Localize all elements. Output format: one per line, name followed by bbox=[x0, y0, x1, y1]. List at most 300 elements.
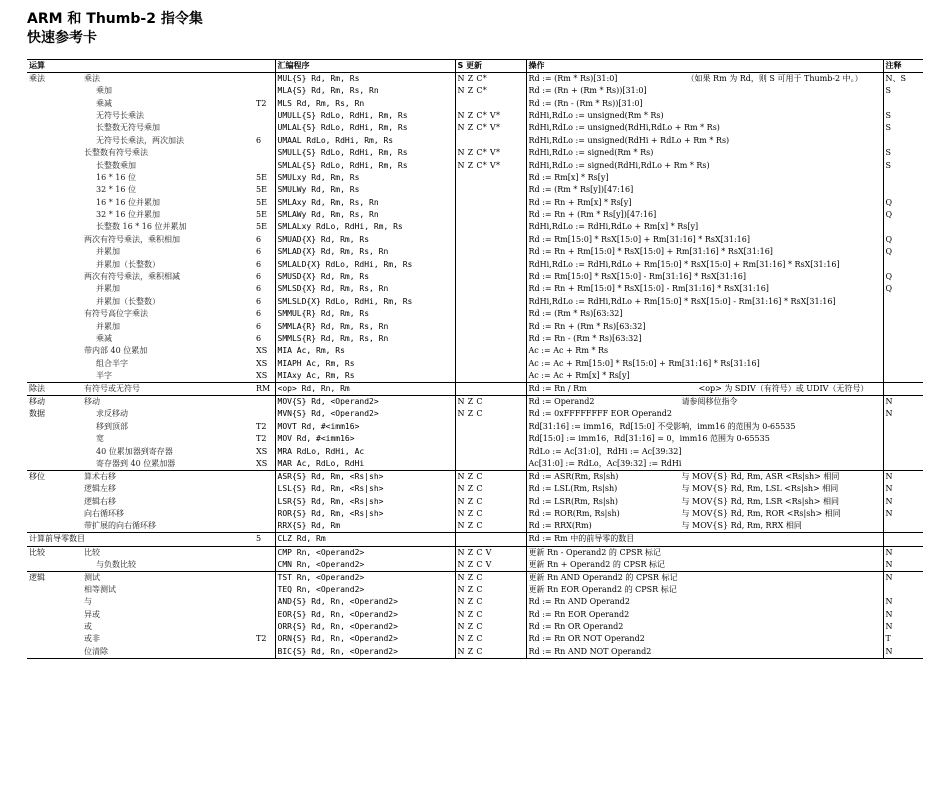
flags-cell: N Z C* bbox=[455, 85, 526, 97]
assembler-cell: SMULxy Rd, Rm, Rs bbox=[275, 172, 455, 184]
action-note: 与 MOV{S} Rd, Rm, ASR <Rs|sh> 相同 bbox=[681, 472, 840, 482]
flags-cell bbox=[455, 209, 526, 221]
operation-cell: 并累加 bbox=[96, 321, 120, 331]
flags-cell bbox=[455, 184, 526, 196]
category-cell bbox=[27, 609, 82, 621]
table-row bbox=[27, 508, 923, 520]
action-cell bbox=[526, 221, 883, 233]
action-cell bbox=[526, 446, 883, 458]
action-note: （如果 Rm 为 Rd，则 S 可用于 Thumb-2 中。） bbox=[686, 74, 863, 84]
version-cell: 5E bbox=[254, 209, 275, 221]
table-row bbox=[27, 333, 923, 345]
operation-cell: 移动 bbox=[82, 396, 254, 409]
category-cell bbox=[27, 197, 82, 209]
action-cell bbox=[526, 333, 883, 345]
flags-cell bbox=[455, 135, 526, 147]
assembler-cell: SMLSD{X} Rd, Rm, Rs, Rn bbox=[275, 283, 455, 295]
version-cell: 5 bbox=[254, 533, 275, 546]
operation-cell: 求反移动 bbox=[96, 409, 128, 419]
table-row bbox=[27, 160, 923, 172]
table-row bbox=[27, 496, 923, 508]
flags-cell bbox=[455, 271, 526, 283]
notes-cell: N bbox=[885, 559, 893, 569]
table-row bbox=[27, 321, 923, 333]
version-cell: 6 bbox=[254, 283, 275, 295]
operation-cell: 并累加 bbox=[96, 247, 120, 257]
flags-cell bbox=[455, 197, 526, 209]
assembler-cell: <op> Rd, Rn, Rm bbox=[275, 383, 455, 396]
action-cell bbox=[526, 571, 883, 584]
action-text: 更新 Rn - Operand2 的 CPSR 标记 bbox=[528, 547, 662, 557]
version-cell: XS bbox=[254, 345, 275, 357]
assembler-cell: SMULWy Rd, Rm, Rs bbox=[275, 184, 455, 196]
notes-cell bbox=[883, 333, 923, 345]
version-cell bbox=[254, 110, 275, 122]
category-cell: 移动 bbox=[27, 396, 82, 409]
header-action: 操作 bbox=[526, 60, 883, 73]
operation-cell: 乘减 bbox=[96, 98, 112, 108]
action-text: Rd := 0xFFFFFFFF EOR Operand2 bbox=[528, 409, 673, 419]
action-cell bbox=[526, 520, 883, 533]
category-cell: 计算前导零数目 bbox=[27, 533, 254, 546]
action-text: Rd := Rn OR NOT Operand2 bbox=[528, 634, 645, 644]
table-row bbox=[27, 135, 923, 147]
assembler-cell: CLZ Rd, Rm bbox=[275, 533, 455, 546]
flags-cell bbox=[455, 458, 526, 471]
operation-cell: 带扩展的向右循环移 bbox=[84, 521, 156, 531]
action-text: Rd := (Rn - (Rm * Rs))[31:0] bbox=[528, 98, 643, 108]
notes-cell bbox=[883, 533, 923, 546]
assembler-cell: MRA RdLo, RdHi, Ac bbox=[275, 446, 455, 458]
action-text: Rd := (Rm * Rs[y])[47:16] bbox=[528, 185, 634, 195]
notes-cell bbox=[883, 520, 923, 533]
notes-cell: N bbox=[885, 508, 893, 518]
table-row bbox=[27, 147, 923, 159]
category-cell bbox=[27, 160, 82, 172]
operation-cell: 与 bbox=[84, 597, 92, 607]
assembler-cell: SMULL{S} RdLo, RdHi, Rm, Rs bbox=[275, 147, 455, 159]
table-row bbox=[27, 584, 923, 596]
action-cell bbox=[526, 596, 883, 608]
notes-cell bbox=[883, 421, 923, 433]
flags-cell bbox=[455, 333, 526, 345]
version-cell bbox=[254, 160, 275, 172]
action-text: RdHi,RdLo := unsigned(Rm * Rs) bbox=[528, 110, 664, 120]
table-body bbox=[27, 73, 923, 659]
notes-cell: N bbox=[883, 571, 923, 584]
assembler-cell: SMLALxy RdLo, RdHi, Rm, Rs bbox=[275, 221, 455, 233]
flags-cell bbox=[455, 98, 526, 110]
action-note: 请参阅移位指令 bbox=[681, 397, 738, 407]
action-note: 与 MOV{S} Rd, Rm, RRX 相同 bbox=[681, 521, 802, 531]
action-text: RdHi,RdLo := RdHi,RdLo + Rm[x] * Rs[y] bbox=[528, 222, 699, 232]
action-cell bbox=[526, 633, 883, 645]
version-cell: 6 bbox=[254, 333, 275, 345]
assembler-cell: BIC{S} Rd, Rn, <Operand2> bbox=[275, 646, 455, 659]
flags-cell bbox=[455, 283, 526, 295]
notes-cell: N bbox=[885, 622, 893, 632]
version-cell: T2 bbox=[254, 421, 275, 433]
notes-cell bbox=[883, 221, 923, 233]
action-cell bbox=[526, 396, 883, 409]
operation-cell: 乘加 bbox=[96, 86, 112, 96]
assembler-cell: MIAxy Ac, Rm, Rs bbox=[275, 370, 455, 383]
version-cell: 5E bbox=[254, 197, 275, 209]
action-cell bbox=[526, 234, 883, 246]
flags-cell: N Z C* bbox=[455, 73, 526, 86]
header-notes: 注释 bbox=[883, 60, 923, 73]
category-cell bbox=[27, 98, 82, 110]
assembler-cell: SMMLA{R} Rd, Rm, Rs, Rn bbox=[275, 321, 455, 333]
action-cell bbox=[526, 458, 883, 471]
assembler-cell: SMLAD{X} Rd, Rm, Rs, Rn bbox=[275, 246, 455, 258]
action-cell bbox=[526, 496, 883, 508]
operation-cell: 长整数乘加 bbox=[96, 160, 136, 170]
action-text: Rd := (Rn + (Rm * Rs))[31:0] bbox=[528, 86, 647, 96]
operation-cell: 16 * 16 位并累加 bbox=[96, 197, 160, 207]
table-row bbox=[27, 209, 923, 221]
action-cell bbox=[526, 345, 883, 357]
category-cell: 乘法 bbox=[27, 73, 82, 86]
version-cell: 6 bbox=[254, 259, 275, 271]
operation-cell: 半字 bbox=[96, 371, 112, 381]
notes-cell: Q bbox=[885, 234, 893, 244]
version-cell bbox=[254, 496, 275, 508]
version-cell: 6 bbox=[254, 308, 275, 320]
category-cell bbox=[27, 370, 82, 383]
category-cell: 比较 bbox=[27, 546, 82, 559]
notes-cell: N bbox=[885, 409, 893, 419]
version-cell bbox=[254, 483, 275, 495]
operation-cell: 40 位累加器到寄存器 bbox=[96, 446, 173, 456]
assembler-cell: SMLAWy Rd, Rm, Rs, Rn bbox=[275, 209, 455, 221]
table-row bbox=[27, 408, 923, 420]
flags-cell: N Z C bbox=[455, 584, 526, 596]
version-cell: T2 bbox=[254, 633, 275, 645]
action-cell bbox=[526, 621, 883, 633]
action-text: RdHi,RdLo := unsigned(RdHi + RdLo + Rm * Rs) bbox=[528, 135, 730, 145]
assembler-cell: AND{S} Rd, Rn, <Operand2> bbox=[275, 596, 455, 608]
action-text: Rd := Rn - (Rm * Rs)[63:32] bbox=[528, 334, 642, 343]
action-cell bbox=[526, 433, 883, 445]
action-text: Rd := Rn EOR Operand2 bbox=[528, 609, 630, 619]
flags-cell bbox=[455, 358, 526, 370]
action-cell bbox=[526, 559, 883, 572]
action-cell bbox=[526, 546, 883, 559]
operation-cell: 无符号长乘法，两次加法 bbox=[96, 135, 184, 145]
assembler-cell: MIAPH Ac, Rm, Rs bbox=[275, 358, 455, 370]
assembler-cell: SMUSD{X} Rd, Rm, Rs bbox=[275, 271, 455, 283]
notes-cell bbox=[883, 308, 923, 320]
version-cell: 5E bbox=[254, 184, 275, 196]
notes-cell bbox=[883, 296, 923, 308]
flags-cell: N Z C bbox=[455, 520, 526, 533]
flags-cell: N Z C* V* bbox=[455, 122, 526, 134]
table-row bbox=[27, 197, 923, 209]
category-cell bbox=[27, 646, 82, 659]
version-cell: 6 bbox=[254, 135, 275, 147]
action-cell bbox=[526, 646, 883, 659]
version-cell bbox=[254, 85, 275, 97]
category-cell bbox=[27, 345, 82, 357]
action-cell bbox=[526, 308, 883, 320]
action-text: Rd := Rm 中的前导零的数目 bbox=[528, 534, 635, 544]
table-header-row bbox=[27, 60, 923, 73]
table-row bbox=[27, 259, 923, 271]
action-note: 与 MOV{S} Rd, Rm, LSL <Rs|sh> 相同 bbox=[681, 484, 839, 494]
assembler-cell: SMLAL{S} RdLo, RdHi, Rm, Rs bbox=[275, 160, 455, 172]
notes-cell bbox=[883, 458, 923, 471]
flags-cell: N Z C bbox=[455, 396, 526, 409]
assembler-cell: MOV Rd, #<imm16> bbox=[275, 433, 455, 445]
header-assembler: 汇编程序 bbox=[275, 60, 455, 73]
version-cell: T2 bbox=[254, 433, 275, 445]
flags-cell bbox=[455, 370, 526, 383]
operation-cell: 乘法 bbox=[82, 73, 254, 86]
flags-cell: N Z C bbox=[455, 621, 526, 633]
category-cell bbox=[27, 520, 82, 533]
flags-cell bbox=[455, 383, 526, 396]
flags-cell: N Z C bbox=[455, 646, 526, 659]
action-text: Rd := Rn + Rm[x] * Rs[y] bbox=[528, 197, 632, 207]
assembler-cell: SMMLS{R} Rd, Rm, Rs, Rn bbox=[275, 333, 455, 345]
action-cell bbox=[526, 321, 883, 333]
action-text: 更新 Rn + Operand2 的 CPSR 标记 bbox=[528, 559, 666, 569]
assembler-cell: UMLAL{S} RdLo, RdHi, Rm, Rs bbox=[275, 122, 455, 134]
category-cell bbox=[27, 321, 82, 333]
category-cell: 移位 bbox=[27, 471, 82, 484]
flags-cell: N Z C bbox=[455, 571, 526, 584]
operation-cell: 异或 bbox=[84, 609, 100, 619]
operation-cell: 长整数无符号乘加 bbox=[96, 123, 160, 133]
action-text: Rd := LSL(Rm, Rs|sh) bbox=[528, 484, 618, 494]
action-text: Rd := Rn AND NOT Operand2 bbox=[528, 646, 652, 656]
flags-cell: N Z C V bbox=[455, 546, 526, 559]
action-cell bbox=[526, 110, 883, 122]
action-text: Rd := Rm[15:0] * RsX[15:0] - Rm[31:16] * RsX[31:16] bbox=[528, 272, 746, 282]
category-cell bbox=[27, 421, 82, 433]
notes-cell: T bbox=[885, 634, 891, 644]
notes-cell bbox=[883, 433, 923, 445]
operation-cell: 相等测试 bbox=[84, 584, 116, 594]
title-line-2: 快速参考卡 bbox=[27, 30, 97, 46]
flags-cell bbox=[455, 533, 526, 546]
flags-cell: N Z C bbox=[455, 508, 526, 520]
category-cell bbox=[27, 508, 82, 520]
category-cell bbox=[27, 135, 82, 147]
notes-cell bbox=[883, 98, 923, 110]
category-cell bbox=[27, 496, 82, 508]
assembler-cell: TST Rn, <Operand2> bbox=[275, 571, 455, 584]
assembler-cell: TEQ Rn, <Operand2> bbox=[275, 584, 455, 596]
assembler-cell: LSR{S} Rd, Rm, <Rs|sh> bbox=[275, 496, 455, 508]
flags-cell: N Z C* V* bbox=[455, 147, 526, 159]
action-cell bbox=[526, 283, 883, 295]
table-row bbox=[27, 633, 923, 645]
category-cell bbox=[27, 271, 82, 283]
table-row bbox=[27, 446, 923, 458]
table-row bbox=[27, 221, 923, 233]
flags-cell bbox=[455, 345, 526, 357]
table-row bbox=[27, 172, 923, 184]
notes-cell bbox=[883, 321, 923, 333]
assembler-cell: ORN{S} Rd, Rn, <Operand2> bbox=[275, 633, 455, 645]
category-cell bbox=[27, 259, 82, 271]
table-row bbox=[27, 646, 923, 659]
assembler-cell: MAR Ac, RdLo, RdHi bbox=[275, 458, 455, 471]
action-text: Rd := LSR(Rm, Rs|sh) bbox=[528, 496, 618, 506]
version-cell bbox=[254, 147, 275, 159]
category-cell bbox=[27, 246, 82, 258]
action-text: Ac := Ac + Rm * Rs bbox=[528, 346, 609, 356]
table-row bbox=[27, 296, 923, 308]
flags-cell: N Z C bbox=[455, 496, 526, 508]
operation-cell: 并累加（长整数） bbox=[96, 259, 160, 269]
notes-cell: S bbox=[885, 123, 891, 133]
action-note: 与 MOV{S} Rd, Rm, LSR <Rs|sh> 相同 bbox=[681, 496, 839, 506]
version-cell bbox=[254, 646, 275, 659]
page-title bbox=[27, 10, 203, 48]
instruction-table bbox=[27, 59, 923, 659]
operation-cell: 宽 bbox=[96, 434, 104, 444]
table-row bbox=[27, 433, 923, 445]
action-note: 与 MOV{S} Rd, Rm, ROR <Rs|sh> 相同 bbox=[681, 508, 841, 518]
flags-cell bbox=[455, 308, 526, 320]
assembler-cell: SMLSLD{X} RdLo, RdHi, Rm, Rs bbox=[275, 296, 455, 308]
notes-cell bbox=[883, 584, 923, 596]
assembler-cell: SMLAxy Rd, Rm, Rs, Rn bbox=[275, 197, 455, 209]
notes-cell: S bbox=[885, 148, 891, 158]
category-cell bbox=[27, 584, 82, 596]
table-row bbox=[27, 571, 923, 584]
operation-cell: 组合半字 bbox=[96, 358, 128, 368]
action-text: Rd := Rn / Rm bbox=[528, 384, 587, 394]
operation-cell: 32 * 16 位并累加 bbox=[96, 210, 160, 220]
notes-cell bbox=[883, 184, 923, 196]
notes-cell bbox=[883, 370, 923, 383]
assembler-cell: MVN{S} Rd, <Operand2> bbox=[275, 408, 455, 420]
operation-cell: 并累加 bbox=[96, 284, 120, 294]
category-cell bbox=[27, 433, 82, 445]
assembler-cell: LSL{S} Rd, Rm, <Rs|sh> bbox=[275, 483, 455, 495]
version-cell: 6 bbox=[254, 234, 275, 246]
action-text: Rd := Operand2 bbox=[528, 397, 595, 407]
operation-cell: 与负数比较 bbox=[96, 559, 136, 569]
table-row bbox=[27, 85, 923, 97]
notes-cell: Q bbox=[885, 210, 893, 220]
version-cell: RM bbox=[254, 383, 275, 396]
operation-cell: 算术右移 bbox=[82, 471, 254, 484]
category-cell bbox=[27, 633, 82, 645]
action-cell bbox=[526, 85, 883, 97]
notes-cell: Q bbox=[885, 247, 893, 257]
version-cell: XS bbox=[254, 370, 275, 383]
table-row bbox=[27, 246, 923, 258]
flags-cell: N Z C bbox=[455, 633, 526, 645]
flags-cell: N Z C bbox=[455, 483, 526, 495]
flags-cell bbox=[455, 221, 526, 233]
version-cell bbox=[254, 571, 275, 584]
category-cell: 逻辑 bbox=[27, 571, 82, 584]
category-cell bbox=[27, 296, 82, 308]
action-text: Rd := Rn OR Operand2 bbox=[528, 622, 624, 632]
table-row bbox=[27, 520, 923, 533]
table-row bbox=[27, 308, 923, 320]
version-cell bbox=[254, 471, 275, 484]
category-cell: 数据 bbox=[29, 409, 45, 419]
notes-cell bbox=[883, 172, 923, 184]
version-cell bbox=[254, 609, 275, 621]
flags-cell bbox=[455, 446, 526, 458]
notes-cell: N bbox=[883, 546, 923, 559]
category-cell bbox=[27, 358, 82, 370]
action-cell bbox=[526, 160, 883, 172]
operation-cell: 16 * 16 位 bbox=[96, 172, 136, 182]
version-cell bbox=[254, 520, 275, 533]
notes-cell: N bbox=[885, 484, 893, 494]
action-text: Rd[15:0] := imm16，Rd[31:16] = 0，imm16 范围为 0-65535 bbox=[528, 434, 770, 444]
notes-cell bbox=[883, 135, 923, 147]
notes-cell: S bbox=[885, 110, 891, 120]
table-row bbox=[27, 234, 923, 246]
operation-cell: 位清除 bbox=[82, 646, 254, 659]
table-row bbox=[27, 345, 923, 357]
flags-cell bbox=[455, 234, 526, 246]
assembler-cell: SMLALD{X} RdLo, RdHi, Rm, Rs bbox=[275, 259, 455, 271]
action-text: Rd := Rn + Rm[15:0] * RsX[15:0] + Rm[31:16] * RsX[31:16] bbox=[528, 247, 773, 257]
category-cell bbox=[27, 147, 82, 159]
assembler-cell: ROR{S} Rd, Rm, <Rs|sh> bbox=[275, 508, 455, 520]
operation-cell: 长整数有符号乘法 bbox=[84, 148, 148, 158]
assembler-cell: MOV{S} Rd, <Operand2> bbox=[275, 396, 455, 409]
flags-cell: N Z C bbox=[455, 471, 526, 484]
flags-cell bbox=[455, 259, 526, 271]
table-row bbox=[27, 596, 923, 608]
operation-cell: 向右循环移 bbox=[84, 508, 124, 518]
action-text: Rd := RRX(Rm) bbox=[528, 521, 592, 531]
version-cell bbox=[254, 546, 275, 559]
action-text: Rd := Rm[x] * Rs[y] bbox=[528, 172, 609, 182]
assembler-cell: SMMUL{R} Rd, Rm, Rs bbox=[275, 308, 455, 320]
table-row bbox=[27, 483, 923, 495]
action-text: Rd[31:16] := imm16，Rd[15:0] 不受影响，imm16 的范围为 0-65535 bbox=[528, 421, 796, 431]
action-text: RdHi,RdLo := RdHi,RdLo + Rm[15:0] * RsX[15:0] - Rm[31:16] * RsX[31:16] bbox=[528, 296, 836, 306]
operation-cell: 有符号高位字乘法 bbox=[84, 309, 148, 319]
category-cell bbox=[27, 483, 82, 495]
operation-cell: 长整数 16 * 16 位并累加 bbox=[96, 222, 187, 232]
notes-cell bbox=[883, 345, 923, 357]
version-cell bbox=[254, 396, 275, 409]
notes-cell: N bbox=[885, 496, 893, 506]
action-cell bbox=[526, 259, 883, 271]
operation-cell: 无符号长乘法 bbox=[96, 110, 144, 120]
flags-cell: N Z C* V* bbox=[455, 110, 526, 122]
category-cell bbox=[27, 234, 82, 246]
action-text: Ac := Ac + Rm[15:0] * Rs[15:0] + Rm[31:16] * Rs[31:16] bbox=[528, 358, 760, 368]
notes-cell bbox=[883, 446, 923, 458]
operation-cell: 移到顶部 bbox=[96, 421, 128, 431]
version-cell bbox=[254, 508, 275, 520]
version-cell: 6 bbox=[254, 246, 275, 258]
operation-cell: 或非 bbox=[84, 634, 100, 644]
table-row bbox=[27, 122, 923, 134]
version-cell bbox=[254, 596, 275, 608]
version-cell: 6 bbox=[254, 271, 275, 283]
table-row bbox=[27, 358, 923, 370]
version-cell: 5E bbox=[254, 172, 275, 184]
action-text: Rd := (Rm * Rs)[63:32] bbox=[528, 309, 623, 319]
operation-cell: 并累加（长整数） bbox=[96, 296, 160, 306]
